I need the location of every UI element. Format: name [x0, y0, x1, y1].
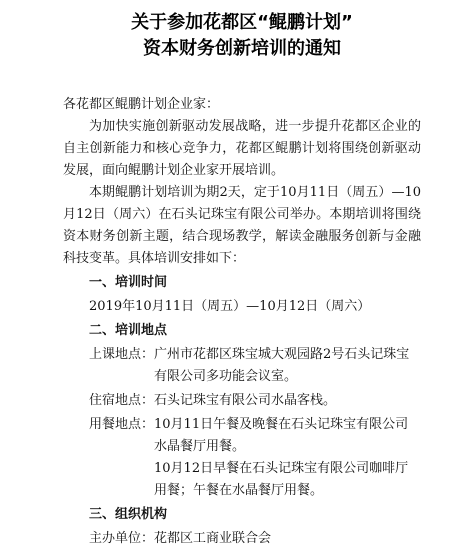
title-line-2: 资本财务创新培训的通知: [143, 38, 341, 59]
notice-body: [63, 94, 421, 550]
host-label: 主办单位：: [89, 531, 155, 546]
section-heading-time: 一、培训时间: [89, 275, 168, 290]
stay-location-value: 石头记珠宝有限公司水晶客栈。: [154, 393, 337, 408]
section-heading-place: 二、培训地点: [89, 323, 168, 338]
salutation: 各花都区鲲鹏计划企业家：: [63, 97, 220, 112]
stay-location: [89, 390, 421, 412]
meal-location-day2: 10月12日早餐在石头记珠宝有限公司咖啡厅用餐；午餐在水晶餐厅用餐。: [154, 461, 409, 498]
meal-location-day1: 10月11日午餐及晚餐在石头记珠宝有限公司水晶餐厅用餐。: [154, 417, 409, 454]
meal-location-label: 用餐地点：: [89, 417, 155, 432]
training-time: 2019年10月11日（周五）—10月12日（周六）: [89, 299, 371, 314]
class-location: [89, 344, 421, 388]
notice-title: [43, 10, 441, 62]
host-value: 花都区工商业联合会: [154, 531, 272, 546]
section-heading-org: 三、组织机构: [89, 507, 168, 522]
meal-location-values: [154, 414, 421, 502]
paragraph-schedule: 本期鲲鹏计划培训为期2天，定于10月11日（周五）—10月12日（周六）在石头记珠宝有限公司举办。本期培训将围绕资本财务创新主题，结合现场教学，解读金融服务创新与金融科技变革。具体培训安排如下：: [63, 185, 421, 266]
class-location-label: 上课地点：: [89, 347, 155, 362]
paragraph-intro: 为加快实施创新驱动发展战略，进一步提升花都区企业的自主创新能力和核心竞争力，花都区鲲鹏计划将围绕创新驱动发展，面向鲲鹏计划企业家开展培训。: [63, 119, 421, 178]
title-line-1: 关于参加花都区“鲲鹏计划”: [131, 12, 353, 33]
meal-location: [89, 414, 421, 502]
host-organization: [89, 528, 421, 550]
stay-location-label: 住宿地点：: [89, 393, 155, 408]
class-location-value: 广州市花都区珠宝城大观园路2号石头记珠宝有限公司多功能会议室。: [154, 347, 410, 384]
